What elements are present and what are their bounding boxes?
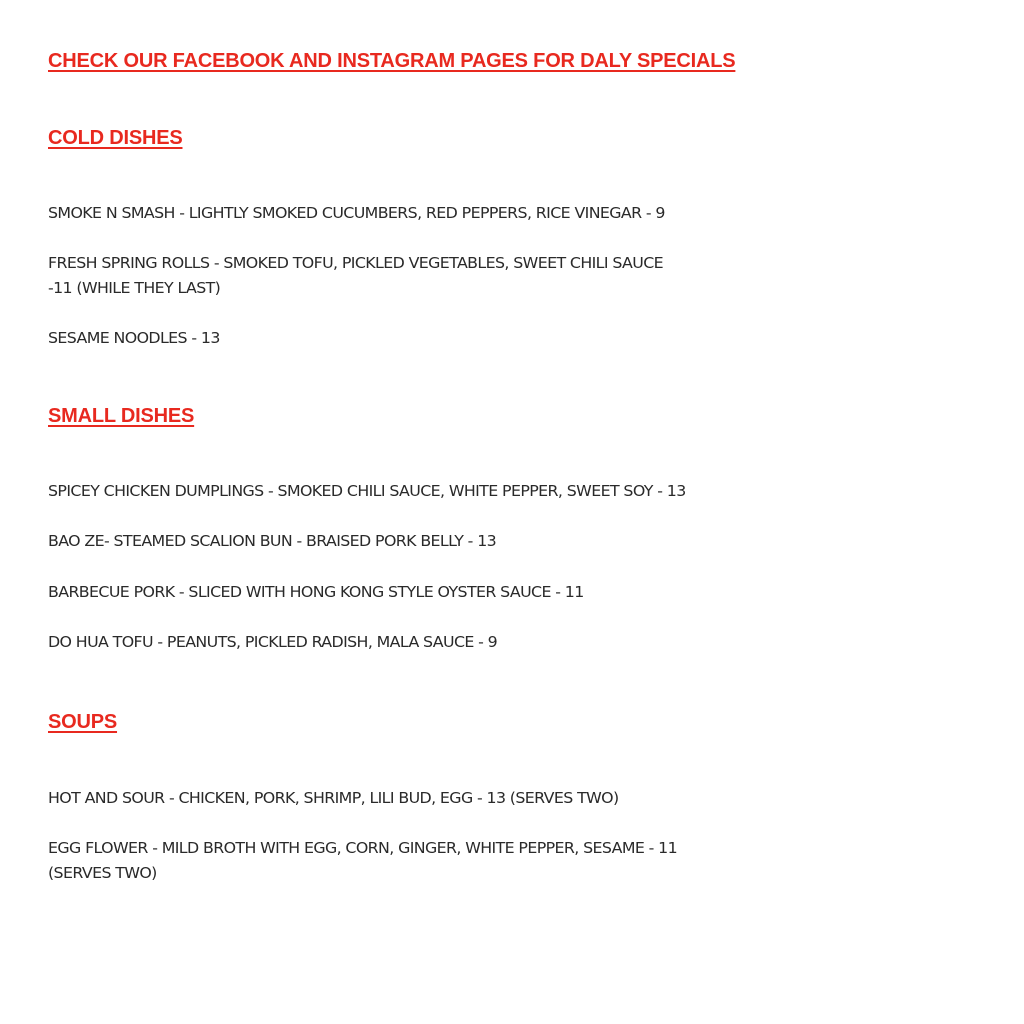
menu-item: BAO ZE- STEAMED SCALION BUN - BRAISED PORK BELLY - 13 bbox=[48, 532, 497, 550]
menu-item: HOT AND SOUR - CHICKEN, PORK, SHRIMP, LILI BUD, EGG - 13 (SERVES TWO) bbox=[48, 789, 619, 807]
section-title-small-dishes: SMALL DISHES bbox=[48, 405, 195, 427]
menu-item: SPICEY CHICKEN DUMPLINGS - SMOKED CHILI SAUCE, WHITE PEPPER, SWEET SOY - 13 bbox=[48, 482, 686, 500]
section-title-cold-dishes: COLD DISHES bbox=[48, 127, 183, 149]
menu-item: SESAME NOODLES - 13 bbox=[48, 329, 220, 347]
menu-item: EGG FLOWER - MILD BROTH WITH EGG, CORN, GINGER, WHITE PEPPER, SESAME - 11 (SERVES TWO) bbox=[48, 839, 678, 882]
section-title-soups: SOUPS bbox=[48, 711, 118, 733]
menu-item: DO HUA TOFU - PEANUTS, PICKLED RADISH, MALA SAUCE - 9 bbox=[48, 633, 498, 651]
social-notice-link[interactable]: CHECK OUR FACEBOOK AND INSTAGRAM PAGES FOR DALY SPECIALS bbox=[48, 50, 736, 72]
menu-item: SMOKE N SMASH - LIGHTLY SMOKED CUCUMBERS, RED PEPPERS, RICE VINEGAR - 9 bbox=[48, 204, 665, 222]
menu-item: FRESH SPRING ROLLS - SMOKED TOFU, PICKLED VEGETABLES, SWEET CHILI SAUCE -11 (WHILE THEY LAST) bbox=[48, 254, 664, 297]
menu-item: BARBECUE PORK - SLICED WITH HONG KONG STYLE OYSTER SAUCE - 11 bbox=[48, 583, 584, 601]
